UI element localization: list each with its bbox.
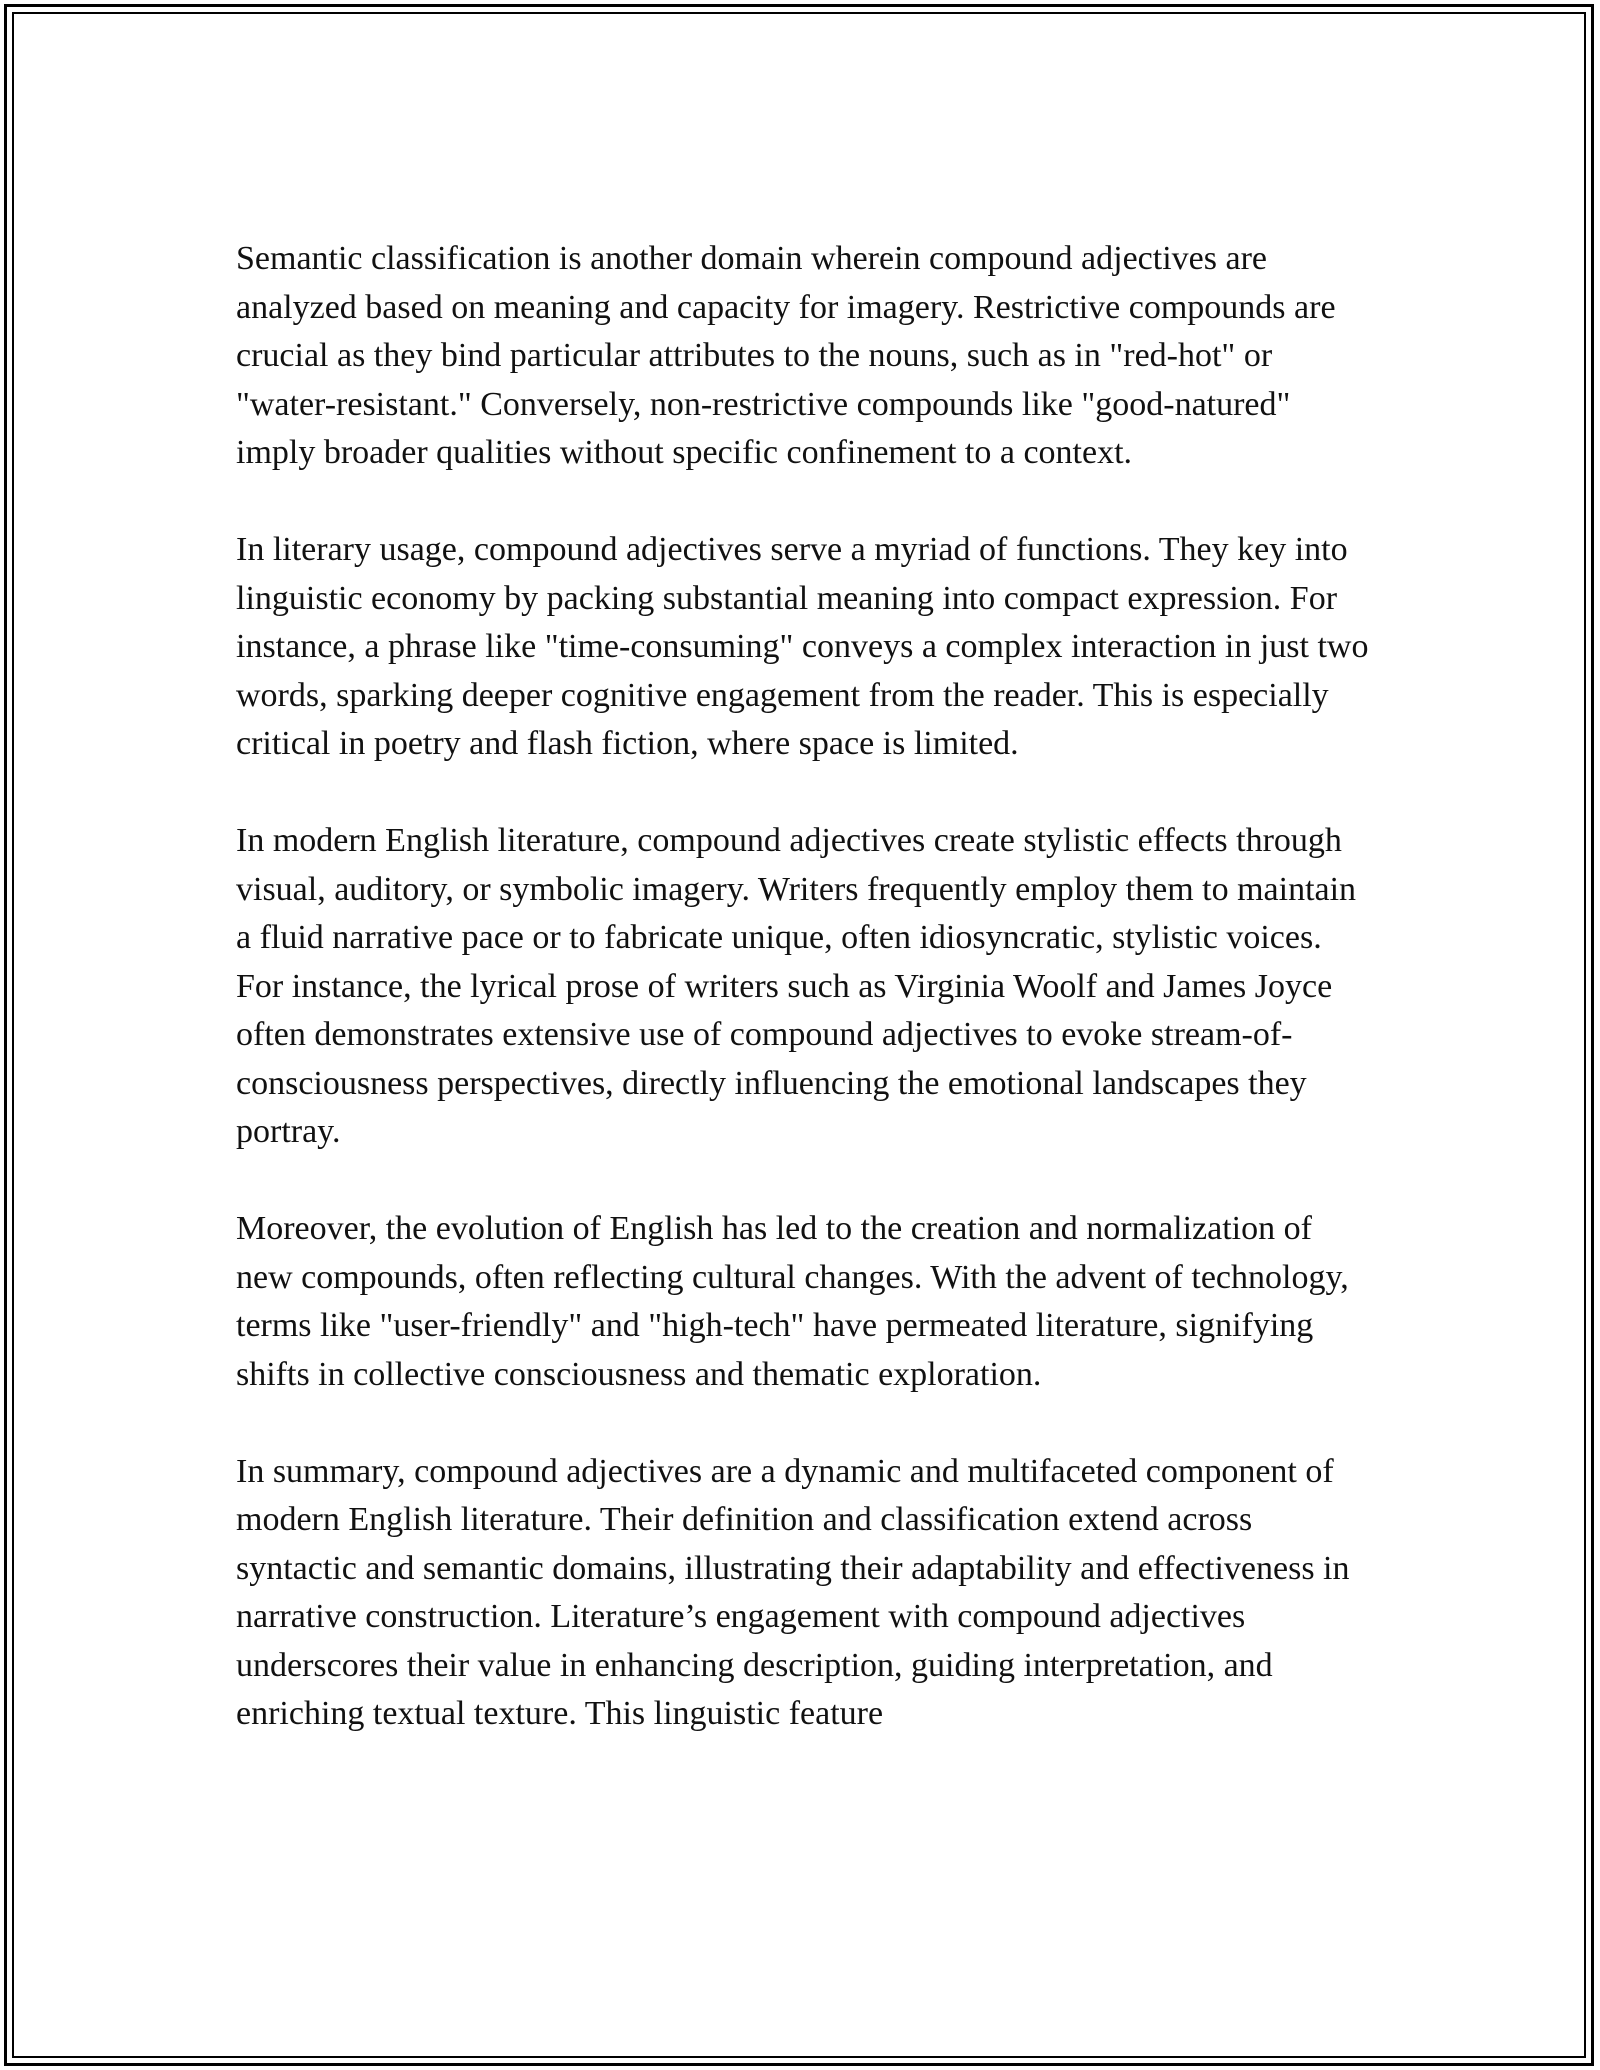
paragraph-evolution: Moreover, the evolution of English has led to the creation and normalization of new compounds, often reflecting cultural changes. With the advent of technology, terms like "user-friendly" and "high-tech" have permeated literature, signifying shifts in collective consciousness and thematic exploration. — [236, 1210, 1349, 1393]
paragraph-summary: In summary, compound adjectives are a dynamic and multifaceted component of modern English literature. Their definition and classification extend across syntactic and semantic domains, illustrating their adaptability and effectiveness in narrative construction. Literature’s engagement with compound adjectives underscores their value in enhancing description, guiding interpretation, and enriching textual texture. This linguistic feature — [236, 1452, 1350, 1732]
paragraph-modern-literature: In modern English literature, compound adjectives create stylistic effects through visual, auditory, or symbolic imagery. Writers frequently employ them to maintain a fluid narrative pace or to fabricate unique, often idiosyncratic, stylistic voices. For instance, the lyrical prose of writers such as Virginia Woolf and James Joyce often demonstrates extensive use of compound adjectives to evoke stream-of-consciousness perspectives, directly influencing the emotional landscapes they portray. — [236, 822, 1357, 1150]
paragraph-semantic-classification: Semantic classification is another domain wherein compound adjectives are analyzed based on meaning and capacity for imagery. Restrictive compounds are crucial as they bind particular attributes to the nouns, such as in "red-hot" or "water-resistant." Conversely, non-restrictive compounds like "good-natured" imply broader qualities without specific confinement to a context. — [236, 240, 1336, 471]
paragraph-literary-usage: In literary usage, compound adjectives serve a myriad of functions. They key into linguistic economy by packing substantial meaning into compact expression. For instance, a phrase like "time-consuming" conveys a complex interaction in just two words, sparking deeper cognitive engagement from the reader. This is especially critical in poetry and flash fiction, where space is limited. — [236, 531, 1369, 762]
page-body — [236, 235, 1376, 1739]
